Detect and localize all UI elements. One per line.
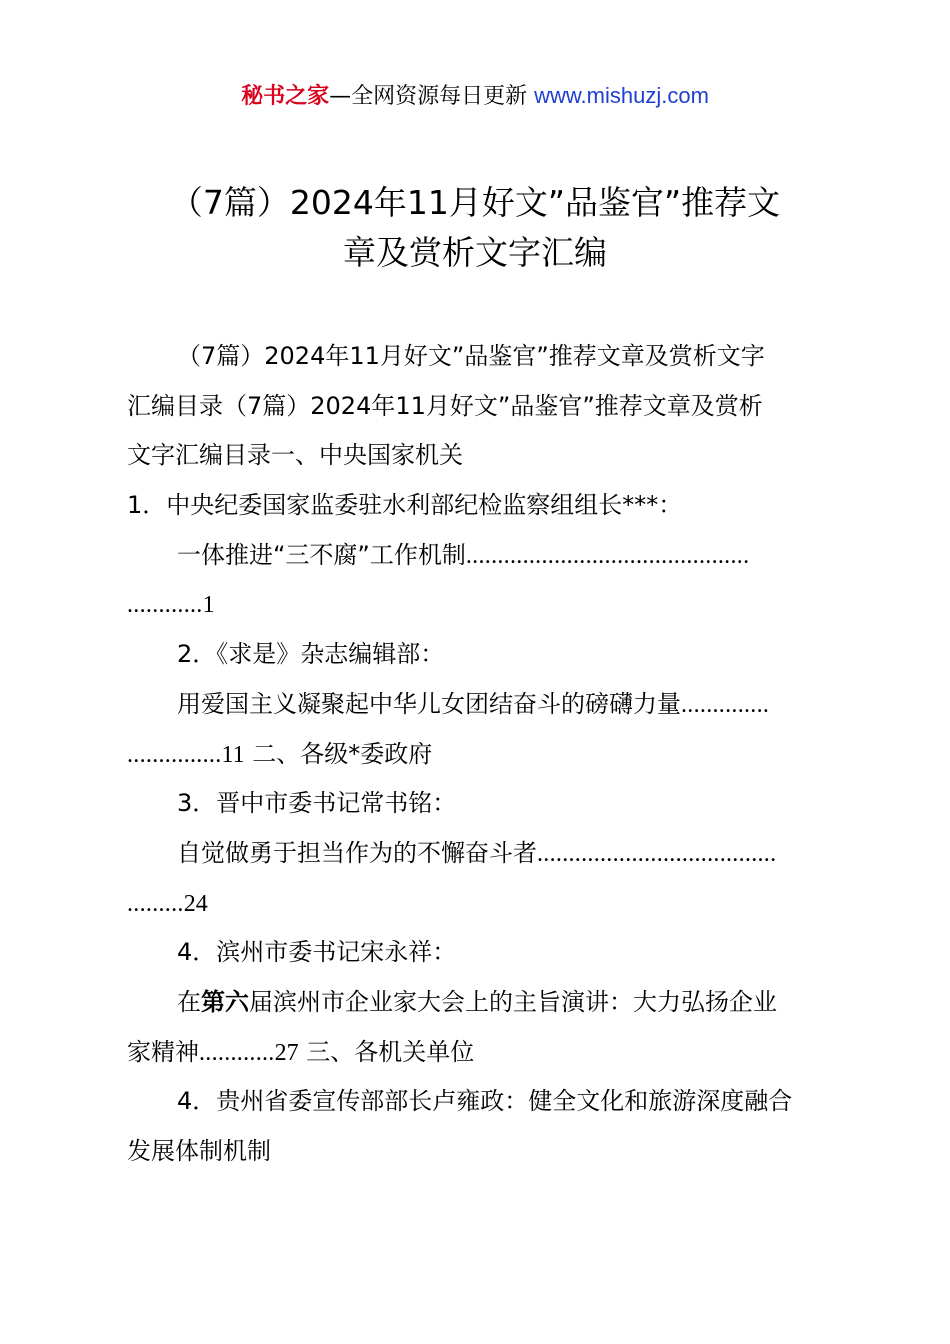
toc-item-2-page-line [127,730,832,780]
toc-leader-dots: ...................................... [537,840,777,867]
site-tagline: —全网资源每日更新 [329,84,535,109]
title-line-2: 章及赏析文字汇编 [343,233,607,272]
toc-item-4-title-cont: 家精神 [127,1037,199,1066]
toc-item-4-entry[interactable] [127,978,832,1028]
toc-item-4-title-bold: 第六 [201,987,249,1016]
toc-leader-dots: ............ [127,592,203,619]
toc-item-4-page: 27 [274,1039,299,1066]
document-body [127,332,832,1177]
toc-item-1-page: 1 [202,592,215,619]
toc-item-1-heading: 1．中央纪委国家监委驻水利部纪检监察组组长***： [127,491,683,520]
toc-leader-dots: ......... [127,890,184,917]
toc-section-3-heading: 三、各机关单位 [298,1037,475,1066]
toc-item-4-heading: 4．滨州市委书记宋永祥： [177,938,457,967]
site-header [0,80,950,113]
toc-item-4-title-post: 届滨州市企业家大会上的主旨演讲：大力弘扬企业 [249,987,777,1016]
document-title [118,178,832,278]
title-line-1: （7篇）2024年11月好文”品鉴官”推荐文 [169,183,781,222]
toc-item-4-page-line [127,1028,832,1078]
site-brand: 秘书之家 [241,84,330,109]
toc-leader-dots: .............. [681,691,770,718]
toc-item-3-page: 24 [183,890,208,917]
toc-leader-dots: ............................................. [465,542,750,569]
toc-item-1-page-line [127,580,832,630]
intro-line-1: （7篇）2024年11月好文”品鉴官”推荐文章及赏析文字 [177,342,765,370]
toc-item-3-page-line [127,879,832,929]
toc-item-2-heading: 2．《求是》杂志编辑部： [177,640,445,669]
toc-leader-dots: ............ [199,1039,275,1066]
intro-line-3: 文字汇编目录一、中央国家机关 [127,441,463,470]
toc-item-2-page: 11 [221,741,245,768]
toc-item-3-title: 自觉做勇于担当作为的不懈奋斗者 [177,838,537,867]
toc-item-5-heading[interactable]: 4．贵州省委宣传部部长卢雍政：健全文化和旅游深度融合 [177,1087,793,1116]
toc-item-4-title-pre: 在 [177,987,201,1016]
site-url-link[interactable]: www.mishuzj.com [534,83,709,108]
toc-section-2-heading: 二、各级*委政府 [244,739,433,768]
toc-item-2-title: 用爱国主义凝聚起中华儿女团结奋斗的磅礴力量 [177,689,681,718]
toc-item-3-entry[interactable] [127,829,832,879]
toc-item-3-heading: 3．晋中市委书记常书铭： [177,789,457,818]
toc-item-1-entry[interactable] [127,531,832,581]
toc-item-5-heading-cont: 发展体制机制 [127,1137,271,1165]
toc-item-1-title: 一体推进“三不腐”工作机制 [177,540,466,569]
intro-line-2: 汇编目录（7篇）2024年11月好文”品鉴官”推荐文章及赏析 [127,391,763,420]
toc-leader-dots: ............... [127,741,222,768]
toc-item-2-entry[interactable] [127,680,832,730]
